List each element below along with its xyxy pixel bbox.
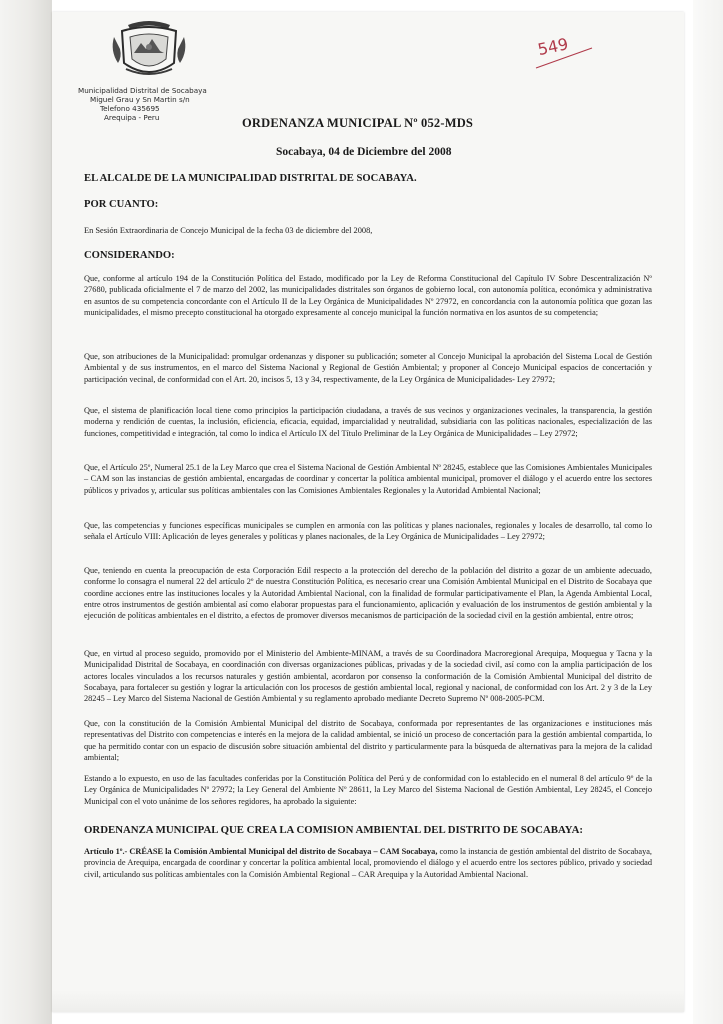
session-statement: En Sesión Extraordinaria de Concejo Municipal de la fecha 03 de diciembre del 2008, — [84, 226, 373, 235]
article-1-body: como la instancia de gestión ambiental del distrito de Socabaya, provincia de Arequipa, encargada de coordinar y concertar la política ambiental local, promoviendo el diálogo y el acuerdo entre los sectores público, privado y sociedad civil, articulando sus políticas ambientales con la Comisión Ambiental Regional – CAR Arequipa y la Autoridad Ambiental Nacional. — [84, 847, 652, 879]
por-cuanto-heading: POR CUANTO: — [84, 199, 159, 210]
considerando-paragraph-6: Que, teniendo en cuenta la preocupación de esta Corporación Edil respecto a la protección del derecho de la población del distrito a gozar de un ambiente adecuado, conforme lo consagra el numeral 22 del artículo 2º de nuestra Constitución Política, es necesario crear una Comisión Ambiental Municipal en el Distrito de Socabaya que coordine acciones entre las instituciones locales y la Autoridad Ambiental Nacional, con la finalidad de formular participativamente el Plan, la Agenda Ambiental Local, entre otros instrumentos de gestión ambiental así como elaborar propuestas para el funcionamiento, aplicación y evaluación de los instrumentos de gestión ambiental y la ejecución de políticas ambientales en el distrito, a efectos de promover diversos mecanismos de participación de la sociedad civil en la gestión ambiental, entre otros; — [84, 566, 652, 621]
considerando-paragraph-5: Que, las competencias y funciones específicas municipales se cumplen en armonía con las políticas y planes nacionales, regionales y locales de desarrollo, tal como lo señala el Artículo VIII: Aplicación de leyes generales y políticas y planes nacionales, de la Ley Orgánica de Municipalidades – Ley 27972; — [84, 521, 652, 542]
article-1-lead: Artículo 1º.- CRÉASE la Comisión Ambiental Municipal del distrito de Socabaya – CAM Socabaya, — [84, 847, 438, 856]
considerando-paragraph-2: Que, son atribuciones de la Municipalidad: promulgar ordenanzas y disponer su publicación; someter al Concejo Municipal la aprobación del Sistema Local de Gestión Ambiental y de sus instrumentos, en el marco del Sistema Nacional y Regional de Gestión Ambiental; y proponer al Concejo Municipal espacios de concertación y participación vecinal, de conformidad con el Art. 20, incisos 5, 13 y 34, respectivamente, de la Ley Orgánica de Municipalidades- Ley 27972; — [84, 352, 652, 384]
document-title: ORDENANZA MUNICIPAL Nº 052-MDS — [242, 116, 474, 130]
municipality-phone: Telefono 435695 — [100, 104, 160, 113]
municipality-name: Municipalidad Distrital de Socabaya — [78, 86, 207, 95]
scan-right-edge — [693, 0, 723, 1024]
handwritten-page-number — [534, 28, 594, 72]
municipality-street: Miguel Grau y Sn Martin s/n — [90, 95, 190, 104]
svg-text:549: 549 — [536, 34, 570, 60]
considerando-paragraph-9: Estando a lo expuesto, en uso de las facultades conferidas por la Constitución Política del Perú y de conformidad con lo establecido en el numeral 8 del artículo 9º de la Ley Orgánica de Municipalidades Nº 27972; la Ley General del Ambiente Nº 28611, la Ley Marco del Sistema Nacional de Gestión Ambiental, Ley 28245, el Concejo Municipal con el voto unánime de los señores regidores, ha aprobado la siguiente: — [84, 774, 652, 806]
page-bottom-band — [52, 990, 684, 1012]
document-date: Socabaya, 04 de Diciembre del 2008 — [276, 146, 452, 158]
considerando-paragraph-3: Que, el sistema de planificación local tiene como principios la participación ciudadana, a través de sus vecinos y organizaciones vecinales, la transparencia, la gestión moderna y rendición de cuentas, la inclusión, eficiencia, eficacia, equidad, imparcialidad y neutralidad, subsidiaria con las políticas nacionales, especialización de las funciones, competitividad e integración, tal como lo indica el Artículo IX del Título Preliminar de la Ley Orgánica de Municipalidades – Ley 27972; — [84, 406, 652, 438]
considerando-paragraph-8: Que, con la constitución de la Comisión Ambiental Municipal del distrito de Socabaya, conformada por representantes de las organizaciones e instituciones más representativas del Distrito con competencias e interés en la mejora de la calidad ambiental, se inició un proceso de concertación para la gestión ambiental compartida, lo que ha permitido contar con un espacio de discusión sobre situación ambiental del distrito y particularmente para la búsqueda de alternativas para la mejora de la calidad ambiental; — [84, 719, 652, 762]
considerando-paragraph-4: Que, el Artículo 25º, Numeral 25.1 de la Ley Marco que crea el Sistema Nacional de Gestión Ambiental Nº 28245, establece que las Comisiones Ambientales Municipales – CAM son las instancias de gestión ambiental, encargadas de coordinar y concertar la política ambiental municipal, promover el diálogo y el acuerdo entre los sectores públicos y privados y, articular sus políticas ambientales con las Comisiones Ambientales Regionales y la Autoridad Ambiental Nacional; — [84, 463, 652, 495]
article-1 — [84, 846, 652, 880]
considerando-paragraph-1: Que, conforme al artículo 194 de la Constitución Política del Estado, modificado por la Ley de Reforma Constitucional del Capítulo IV Sobre Descentralización Nº 27680, publicada oficialmente el 7 de marzo del 2002, las municipalidades distritales son órganos de gobierno local, con autonomía política, económica y administrativa en asuntos de su competencia concordante con el Artículo II de la Ley Orgánica de Municipalidades Nº 27972, en concordancia con la autonomía política que gozan las municipalidades, el mismo precepto constitucional ha otorgado expresamente al concejo municipal la función normativa en los asuntos de su competencia; — [84, 274, 652, 317]
considerando-paragraph-7: Que, en virtud al proceso seguido, promovido por el Ministerio del Ambiente-MINAM, a través de su Coordinadora Macroregional Arequipa, Moquegua y Tacna y la Municipalidad Distrital de Socabaya, en coordinación con diversas organizaciones públicas, privadas y de la sociedad civil, así como con la amplia participación de los actores locales vinculados a los recursos naturales y gestión ambiental, acordaron por consenso la conformación de la Comisión Ambiental Municipal del distrito de Socabaya, para fortalecer su gestión y lograr la articulación con los procesos de gestión ambiental local, regional y nacional, de conformidad con los Art. 2 y 3 de la Ley 28245 – Ley Marco del Sistema Nacional de Gestión Ambiental y su reglamento aprobado mediante Decreto Supremo Nº 008-2005-PCM. — [84, 649, 652, 704]
scan-left-edge — [0, 0, 52, 1024]
authority-heading: EL ALCALDE DE LA MUNICIPALIDAD DISTRITAL DE SOCABAYA. — [84, 173, 417, 184]
municipality-city: Arequipa - Peru — [104, 113, 160, 122]
municipal-crest-icon — [108, 17, 190, 83]
considerando-heading: CONSIDERANDO: — [84, 250, 175, 261]
municipality-address-block — [78, 86, 248, 122]
ordenanza-heading: ORDENANZA MUNICIPAL QUE CREA LA COMISION AMBIENTAL DEL DISTRITO DE SOCABAYA: — [84, 824, 583, 836]
